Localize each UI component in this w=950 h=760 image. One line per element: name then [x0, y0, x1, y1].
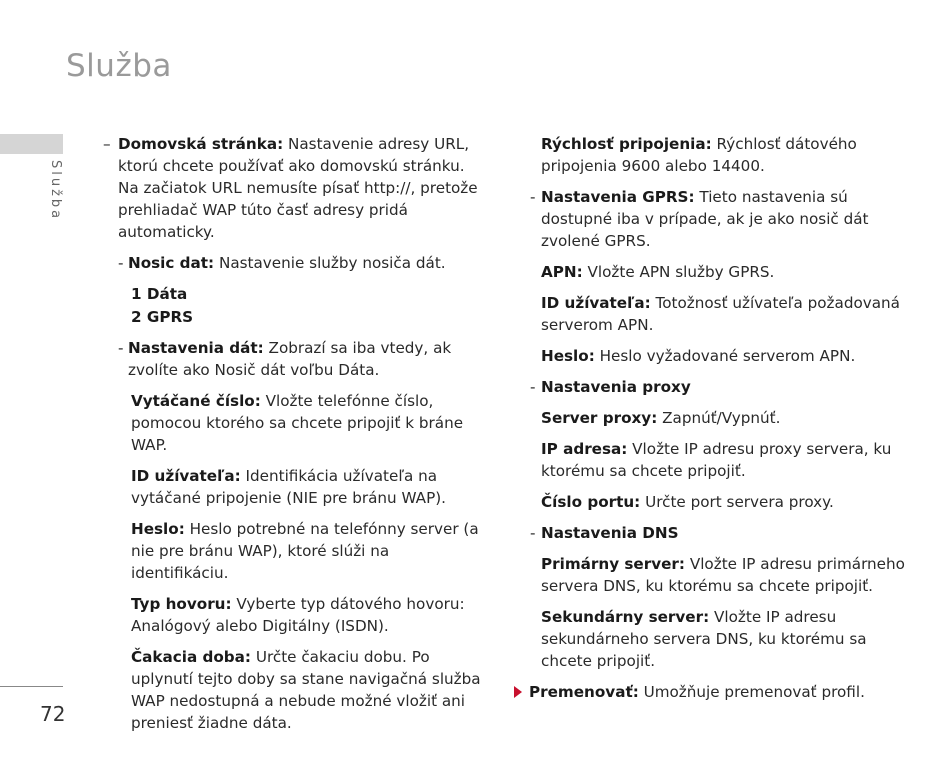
primary-server-label: Primárny server: [541, 555, 685, 573]
call-type-text: Vyberte typ dátového hovoru: Analógový alebo Digitálny (ISDN). [131, 595, 465, 635]
footer-rule [0, 686, 63, 687]
carrier-label: Nosic dat: [128, 254, 215, 272]
speed-item [514, 133, 914, 177]
wait-time-text: Určte čakaciu dobu. Po uplynutí tejto doby sa stane navigačná služba WAP nedostupná a nebude možné vložiť ani preniesť žiadne dáta. [131, 648, 481, 732]
gprs-user-id-item [514, 292, 914, 336]
speed-text: Rýchlosť dátového pripojenia 9600 alebo 14400. [541, 135, 857, 175]
gprs-settings-text: Tieto nastavenia sú dostupné iba v prípade, ak je ako nosič dát zvolené GPRS. [541, 188, 869, 250]
carrier-item [103, 252, 488, 274]
wait-time-item [103, 646, 488, 734]
call-type-item [103, 593, 488, 637]
ip-address-text: Vložte IP adresu proxy servera, ku ktorému sa chcete pripojiť. [541, 440, 892, 480]
homepage-text: Nastavenie adresy URL, ktorú chcete používať ako domovskú stránku. Na začiatok URL nemusíte písať http://, pretože prehliadač WAP túto časť adresy pridá automaticky. [118, 135, 478, 241]
right-column [514, 133, 914, 712]
dns-settings-label: Nastavenia DNS [541, 524, 679, 542]
user-id-item [103, 465, 488, 509]
primary-server-item [514, 553, 914, 597]
speed-label: Rýchlosť pripojenia: [541, 135, 712, 153]
password-label: Heslo: [131, 520, 185, 538]
homepage-item [103, 133, 488, 243]
password-text: Heslo potrebné na telefónny server (a nie pre bránu WAP), ktoré slúži na identifikáciu. [131, 520, 479, 582]
gprs-settings-item [514, 186, 914, 252]
call-type-label: Typ hovoru: [131, 595, 232, 613]
data-settings-label: Nastavenia dát: [128, 339, 264, 357]
side-tab-bar [0, 134, 63, 154]
rename-text: Umožňuje premenovať profil. [638, 683, 865, 701]
homepage-label: Domovská stránka: [118, 135, 284, 153]
port-label: Číslo portu: [541, 493, 641, 511]
data-settings-text: Zobrazí sa iba vtedy, ak zvolíte ako Nosič dát voľbu Dáta. [128, 339, 452, 379]
secondary-server-item [514, 606, 914, 672]
port-item [514, 491, 914, 513]
wait-time-label: Čakacia doba: [131, 648, 251, 666]
ip-address-label: IP adresa: [541, 440, 628, 458]
hyphen-marker: - [118, 254, 124, 272]
proxy-settings-label: Nastavenia proxy [541, 378, 691, 396]
carrier-option-gprs: 2 GPRS [131, 308, 194, 326]
gprs-password-item [514, 345, 914, 367]
page-number: 72 [40, 702, 66, 726]
page-title: Služba [66, 48, 172, 84]
password-item [103, 518, 488, 584]
primary-server-text: Vložte IP adresu primárneho servera DNS, ku ktorému sa chcete pripojiť. [541, 555, 905, 595]
apn-text: Vložte APN služby GPRS. [582, 263, 775, 281]
dial-number-item [103, 390, 488, 456]
user-id-text: Identifikácia užívateľa na vytáčané pripojenie (NIE pre bránu WAP). [131, 467, 446, 507]
proxy-settings-item [514, 376, 914, 398]
port-text: Určte port servera proxy. [640, 493, 834, 511]
dash-marker: – [103, 135, 111, 153]
ip-address-item [514, 438, 914, 482]
left-column [103, 133, 488, 743]
gprs-user-id-text: Totožnosť užívateľa požadovaná serverom APN. [541, 294, 900, 334]
hyphen-marker: - [530, 188, 536, 206]
proxy-server-text: Zapnúť/Vypnúť. [657, 409, 781, 427]
user-id-label: ID užívateľa: [131, 467, 241, 485]
secondary-server-text: Vložte IP adresu sekundárneho servera DNS, ku ktorému sa chcete pripojiť. [541, 608, 867, 670]
apn-label: APN: [541, 263, 583, 281]
rename-item [514, 681, 914, 703]
triangle-right-icon [514, 686, 522, 698]
hyphen-marker: - [118, 339, 124, 357]
gprs-password-text: Heslo vyžadované serverom APN. [594, 347, 856, 365]
rename-label: Premenovať: [529, 683, 639, 701]
carrier-option-data: 1 Dáta [131, 285, 188, 303]
carrier-text: Nastavenie služby nosiča dát. [214, 254, 446, 272]
apn-item [514, 261, 914, 283]
secondary-server-label: Sekundárny server: [541, 608, 710, 626]
gprs-settings-label: Nastavenia GPRS: [541, 188, 695, 206]
dns-settings-item [514, 522, 914, 544]
side-section-label: Služba [48, 160, 63, 222]
data-settings-item [103, 337, 488, 381]
gprs-password-label: Heslo: [541, 347, 595, 365]
proxy-server-item [514, 407, 914, 429]
hyphen-marker: - [530, 378, 536, 396]
proxy-server-label: Server proxy: [541, 409, 658, 427]
dial-number-text: Vložte telefónne číslo, pomocou ktorého sa chcete pripojiť k bráne WAP. [131, 392, 464, 454]
hyphen-marker: - [530, 524, 536, 542]
gprs-user-id-label: ID užívateľa: [541, 294, 651, 312]
dial-number-label: Vytáčané číslo: [131, 392, 261, 410]
